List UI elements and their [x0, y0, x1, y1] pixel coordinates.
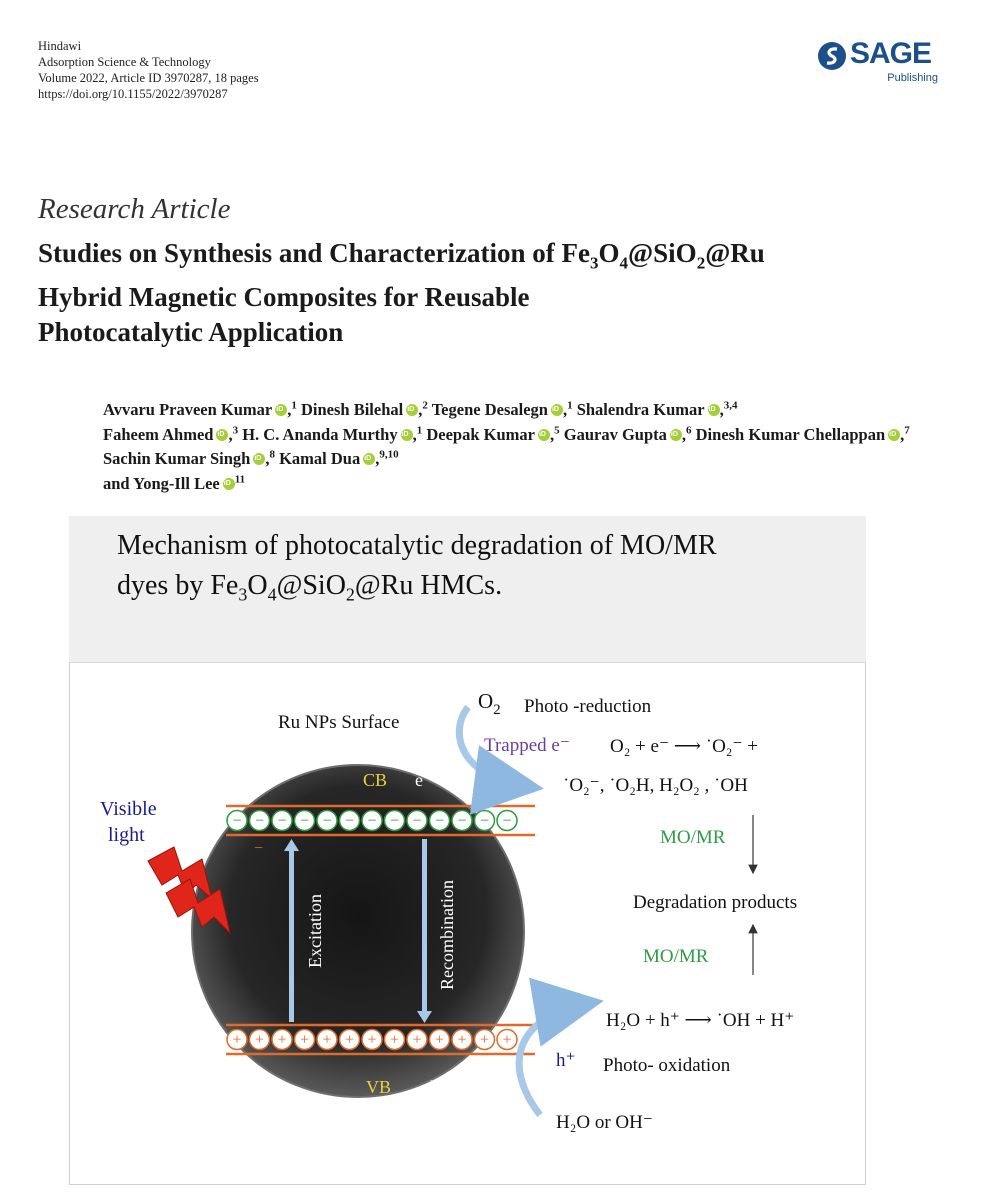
hole-sign: +	[299, 1031, 310, 1049]
caption-part: O	[247, 570, 268, 601]
author	[577, 400, 738, 419]
author-name[interactable]: Sachin Kumar Singh	[103, 449, 251, 468]
visible-light-label-2: light	[108, 824, 145, 846]
author	[103, 425, 238, 444]
journal-name: Adsorption Science & Technology	[38, 55, 211, 69]
mo-mr-top-label: MO/MR	[660, 827, 726, 848]
electron-sign: −	[367, 812, 377, 830]
author	[432, 400, 573, 419]
author	[301, 400, 428, 419]
affiliation-number: 3,4	[723, 399, 738, 412]
author-separator: ,	[265, 449, 270, 468]
author	[103, 449, 275, 468]
author	[696, 425, 910, 444]
orcid-icon[interactable]	[363, 453, 375, 465]
affiliation-number: 3	[232, 424, 239, 436]
electron-sign: −	[254, 812, 265, 830]
author-name[interactable]: Deepak Kumar	[426, 424, 535, 444]
caption-sub: 4	[267, 584, 277, 605]
doi-link[interactable]: https://doi.org/10.1155/2022/3970287	[38, 87, 228, 101]
electron-sign: −	[277, 812, 287, 830]
author-separator: ,	[900, 424, 905, 444]
hole-sign: +	[457, 1031, 467, 1049]
hole-label: h⁺	[430, 1077, 449, 1097]
orcid-icon[interactable]	[888, 429, 900, 441]
author	[103, 474, 245, 493]
reaction-3: H₂O + h⁺ ⟶ ˙OH + H⁺	[606, 1010, 795, 1031]
orcid-icon[interactable]	[708, 404, 720, 416]
title-line-3: Photocatalytic Application	[38, 317, 344, 348]
reaction-2: ˙O₂⁻, ˙O₂H, H₂O₂ , ˙OH	[563, 775, 748, 796]
author-separator: ,	[228, 424, 233, 444]
author-name[interactable]: and Yong-Ill Lee	[103, 473, 220, 493]
title-sub: 3	[590, 253, 599, 273]
author	[103, 400, 297, 419]
affiliation-number: 5	[554, 424, 560, 436]
author-separator: ,	[287, 400, 292, 419]
author	[426, 425, 559, 444]
excitation-arrow	[289, 847, 294, 1022]
h-plus-label: h⁺	[556, 1050, 576, 1071]
author-separator: ,	[412, 424, 417, 444]
author-name[interactable]: H. C. Ananda Murthy	[242, 424, 398, 444]
orcid-icon[interactable]	[216, 429, 228, 441]
affiliation-number: 8	[269, 448, 275, 461]
sage-logo-mark-icon	[816, 40, 850, 74]
hole-sign: +	[322, 1031, 332, 1049]
photo-reduction-label: Photo -reduction	[524, 696, 652, 717]
author-name[interactable]: Tegene Desalegn	[431, 400, 548, 419]
affiliation-number: 1	[567, 399, 573, 412]
title-line-2: Hybrid Magnetic Composites for Reusable	[38, 282, 530, 313]
trapped-electron-label: Trapped e⁻	[484, 735, 570, 756]
author-separator: ,	[418, 400, 423, 419]
electron-sign: −	[344, 812, 355, 830]
sage-logo	[816, 37, 938, 88]
figure-caption-box	[69, 516, 866, 664]
author	[564, 425, 692, 444]
orcid-icon[interactable]	[670, 429, 682, 441]
author-name[interactable]: Kamal Dua	[279, 449, 361, 468]
journal-meta	[38, 38, 259, 102]
caption-sub: 2	[345, 584, 355, 605]
caption-part: @Ru HMCs.	[354, 570, 503, 601]
hole-sign: +	[232, 1031, 242, 1049]
caption-part: @SiO	[276, 570, 346, 601]
title-part: @SiO	[628, 238, 697, 268]
affiliation-number: 2	[422, 399, 428, 412]
oxidation-curved-arrow	[519, 1003, 590, 1115]
degradation-products-label: Degradation products	[633, 892, 798, 913]
logo-word: SAGE	[850, 37, 932, 70]
electron-sign: −	[389, 812, 400, 830]
author-separator: ,	[549, 424, 555, 444]
h2o-oh-label: H₂O or OH⁻	[556, 1112, 653, 1133]
title-part: O	[598, 238, 620, 268]
title-sub: 2	[696, 253, 706, 273]
mechanism-diagram	[70, 663, 865, 1183]
orcid-icon[interactable]	[406, 404, 418, 416]
hole-sign: +	[344, 1031, 355, 1049]
electron-sign: −	[479, 812, 490, 830]
affiliation-number: 9,10	[379, 448, 399, 461]
small-minus: −	[254, 840, 264, 857]
hole-sign: +	[412, 1031, 422, 1049]
author-separator: ,	[719, 400, 724, 419]
affiliation-number: 1	[291, 399, 297, 412]
article-type: Research Article	[38, 193, 231, 225]
orcid-icon[interactable]	[275, 404, 287, 416]
mechanism-figure	[69, 663, 866, 1185]
hole-sign: +	[479, 1031, 490, 1049]
electron-sign: −	[457, 812, 467, 830]
caption-sub: 3	[238, 584, 248, 605]
volume-line: Volume 2022, Article ID 3970287, 18 pages	[38, 71, 259, 85]
title-sub: 4	[619, 253, 629, 273]
hole-sign: +	[389, 1031, 400, 1049]
author	[242, 425, 422, 444]
ru-surface-label: Ru NPs Surface	[278, 712, 400, 733]
orcid-icon[interactable]	[551, 404, 563, 416]
author-name[interactable]: Dinesh Kumar Chellappan	[695, 424, 886, 444]
visible-light-label-1: Visible	[100, 798, 157, 820]
hole-sign: +	[434, 1031, 445, 1049]
electron-sign: −	[434, 812, 445, 830]
author-name[interactable]: Gaurav Gupta	[563, 424, 667, 444]
caption-line-1: Mechanism of photocatalytic degradation of MO/MR	[117, 530, 717, 561]
author-separator: ,	[562, 400, 568, 419]
title-part: @Ru	[705, 238, 765, 268]
photo-oxidation-label: Photo- oxidation	[603, 1055, 731, 1076]
recombination-arrow	[422, 839, 427, 1014]
author	[279, 449, 399, 468]
author-list	[103, 398, 963, 496]
orcid-icon[interactable]	[538, 429, 550, 441]
affiliation-number: 7	[904, 424, 910, 436]
hole-sign: +	[277, 1031, 287, 1049]
article-title	[38, 236, 938, 350]
caption-line-2	[117, 566, 837, 615]
author-name[interactable]: Avvaru Praveen Kumar	[103, 400, 273, 419]
electron-sign: −	[232, 812, 242, 830]
cb-label: CB	[363, 770, 388, 790]
orcid-icon[interactable]	[223, 478, 235, 490]
author-separator: ,	[375, 449, 380, 468]
orcid-icon[interactable]	[253, 453, 265, 465]
excitation-label: Excitation	[305, 894, 325, 968]
publisher: Hindawi	[38, 39, 82, 53]
orcid-icon[interactable]	[401, 429, 413, 441]
recombination-label: Recombination	[437, 880, 457, 990]
affiliation-number: 11	[234, 473, 246, 485]
author-name[interactable]: Shalendra Kumar	[576, 400, 705, 419]
hole-sign: +	[254, 1031, 265, 1049]
author-name[interactable]: Dinesh Bilehal	[301, 400, 404, 419]
affiliation-number: 6	[686, 424, 692, 436]
electron-sign: −	[299, 812, 310, 830]
title-part: Studies on Synthesis and Characterization of Fe	[38, 238, 591, 268]
vb-label: VB	[366, 1077, 392, 1097]
figure-caption	[117, 526, 837, 615]
hole-sign: +	[502, 1031, 512, 1049]
author-separator: ,	[681, 424, 687, 444]
electron-sign: −	[502, 812, 512, 830]
logo-sub: Publishing	[887, 72, 938, 84]
electron-sign: −	[322, 812, 332, 830]
hole-sign: +	[367, 1031, 377, 1049]
author-name[interactable]: Faheem Ahmed	[103, 424, 214, 444]
electron-sign: −	[412, 812, 422, 830]
o2-label: $O_2$	[478, 689, 501, 718]
reaction-1: O₂ + e⁻ ⟶ ˙O₂⁻ +	[610, 736, 758, 757]
affiliation-number: 1	[416, 424, 423, 436]
electron-label: e⁻	[415, 770, 433, 790]
caption-part: dyes by Fe	[117, 570, 239, 601]
mo-mr-bottom-label: MO/MR	[643, 946, 709, 967]
